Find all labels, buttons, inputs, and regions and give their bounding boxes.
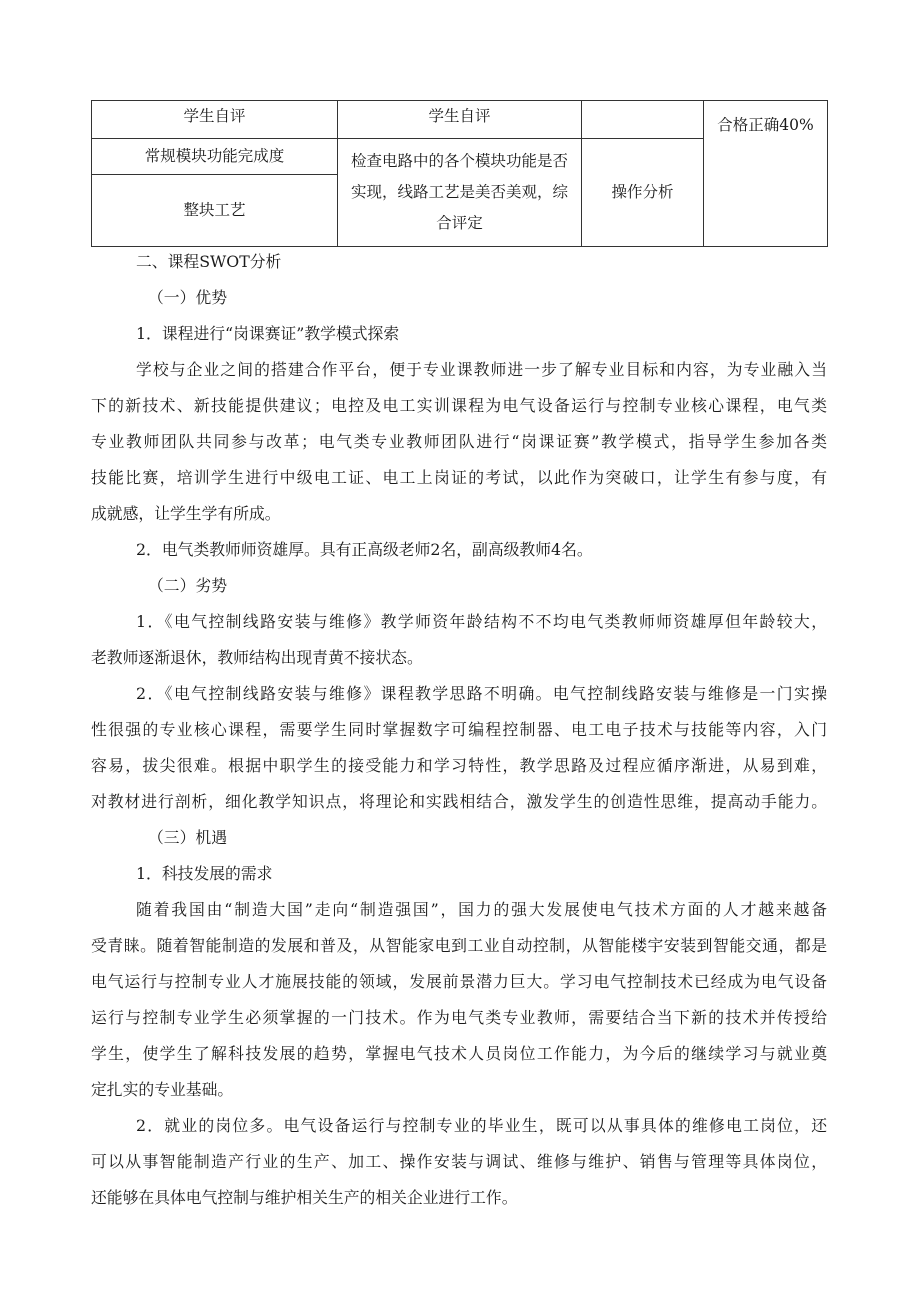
- subsection-heading: （三）机遇: [148, 828, 227, 847]
- paragraph-line: 定扎实的专业基础。: [91, 1080, 234, 1099]
- paragraph-line: 下的新技术、新技能提供建议；电控及电工实训课程为电气设备运行与控制专业核心课程，电气类: [91, 396, 827, 415]
- paragraph-line: 性很强的专业核心课程，需要学生同时掌握数字可编程控制器、电工电子技术与技能等内容，入门: [91, 720, 827, 739]
- paragraph-line: 2．就业的岗位多。电气设备运行与控制专业的毕业生，既可以从事具体的维修电工岗位，还: [136, 1116, 827, 1135]
- table-cell-description: [338, 139, 582, 247]
- table-cell: 整块工艺: [92, 175, 338, 247]
- table-cell: 常规模块功能完成度: [92, 139, 338, 175]
- paragraph-line: 电气运行与控制专业人才施展技能的领域，发展前景潜力巨大。学习电气控制技术已经成为电气设备: [91, 972, 827, 991]
- table-cell: 合格正确40%: [704, 101, 828, 247]
- paragraph-line: 技能比赛，培训学生进行中级电工证、电工上岗证的考试，以此作为突破口，让学生有参与度，有: [91, 468, 827, 487]
- paragraph-line: 随着我国由“制造大国”走向“制造强国”，国力的强大发展使电气技术方面的人才越来越备: [136, 900, 827, 919]
- table-cell-line: 实现，线路工艺是美否美观，综: [350, 183, 568, 201]
- paragraph-line: 受青睐。随着智能制造的发展和普及，从智能家电到工业自动控制，从智能楼宇安装到智能交通，都是: [91, 936, 827, 955]
- paragraph-line: 学生，使学生了解科技发展的趋势，掌握电气技术人员岗位工作能力，为今后的继续学习与就业奠: [91, 1044, 827, 1063]
- table-cell: 学生自评: [92, 101, 338, 139]
- paragraph-line: 老教师逐渐退休，教师结构出现青黄不接状态。: [91, 648, 423, 667]
- paragraph-line: 1．《电气控制线路安装与维修》教学师资年龄结构不不均电气类教师师资雄厚但年龄较大，: [136, 612, 827, 631]
- paragraph-line: 学校与企业之间的搭建合作平台，便于专业课教师进一步了解专业目标和内容，为专业融入当: [136, 360, 827, 379]
- subsection-heading: （二）劣势: [148, 576, 227, 595]
- paragraph-line: 还能够在具体电气控制与维护相关生产的相关企业进行工作。: [91, 1188, 518, 1207]
- paragraph-line: 专业教师团队共同参与改革；电气类专业教师团队进行“岗课证赛”教学模式，指导学生参加各类: [91, 432, 827, 451]
- paragraph-line: 对教材进行剖析，细化教学知识点，将理论和实践相结合，激发学生的创造性思维，提高动手能力。: [91, 792, 827, 811]
- paragraph-line: 容易，拔尖很难。根据中职学生的接受能力和学习特性，教学思路及过程应循序渐进，从易到难，: [91, 756, 827, 775]
- subsection-heading: （一）优势: [148, 288, 227, 307]
- table-cell-line: 合评定: [436, 214, 483, 232]
- paragraph-line: 运行与控制专业学生必须掌握的一门技术。作为电气类专业教师，需要结合当下新的技术并传授给: [91, 1008, 827, 1027]
- paragraph-line: 可以从事智能制造产行业的生产、加工、操作安装与调试、维修与维护、销售与管理等具体岗位，: [91, 1152, 827, 1171]
- section-heading: 二、课程SWOT分析: [136, 252, 282, 271]
- list-item: 1．课程进行“岗课赛证”教学模式探索: [136, 324, 400, 343]
- table-cell: 操作分析: [582, 139, 704, 247]
- paragraph-line: 成就感，让学生学有所成。: [91, 504, 281, 523]
- list-item: 1．科技发展的需求: [136, 864, 273, 883]
- paragraph-line: 2．《电气控制线路安装与维修》课程教学思路不明确。电气控制线路安装与维修是一门实操: [136, 684, 827, 703]
- list-item: 2．电气类教师师资雄厚。具有正高级老师2名，副高级教师4名。: [136, 540, 593, 559]
- table-cell: [582, 101, 704, 139]
- evaluation-table: [91, 100, 828, 247]
- table-cell-line: 检查电路中的各个模块功能是否: [350, 152, 568, 170]
- table-cell: 学生自评: [338, 101, 582, 139]
